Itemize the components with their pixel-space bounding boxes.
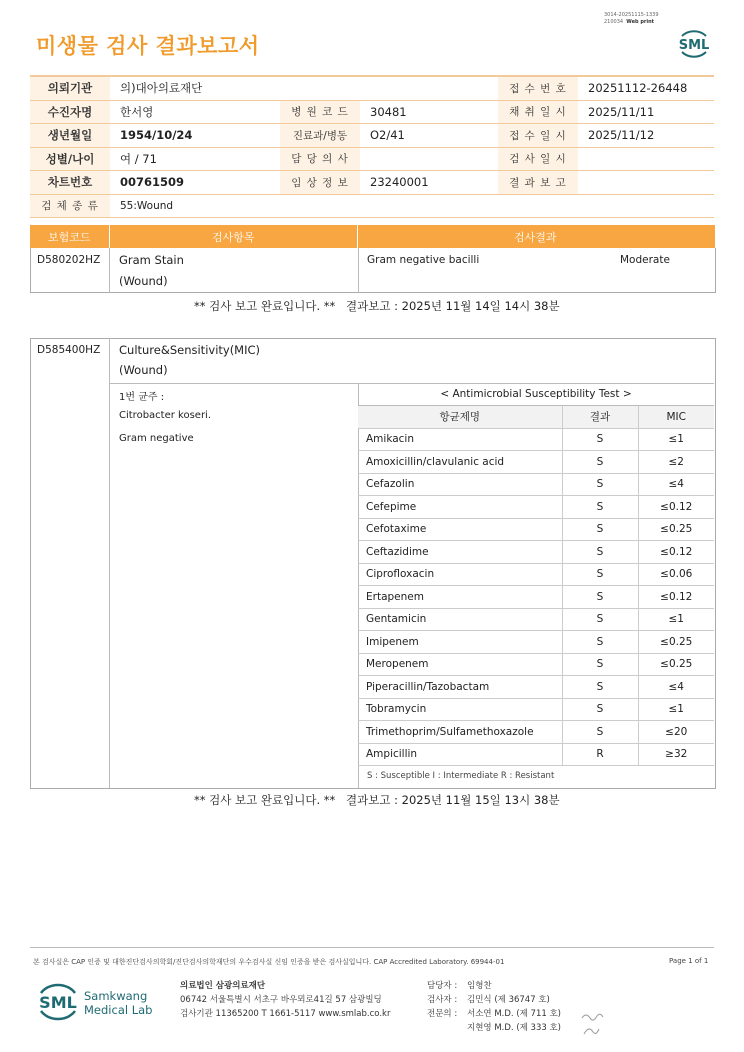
ast-header-row [358,406,714,428]
drug-name: Ciprofloxacin [358,563,562,586]
drug-result: S [562,631,638,654]
info-label: 생년월일 [30,124,110,148]
gram-complete-note: ** 검사 보고 완료입니다. ** [194,299,336,313]
sml-footer-logo-icon [35,980,81,1024]
footer-org [180,979,390,1021]
staff-row [427,979,561,993]
col-drug: 항균제명 [358,406,562,428]
drug-mic: ≤2 [638,451,714,474]
org-address: 06742 서울특별시 서초구 바우뫼로41길 57 삼광빌딩 [180,995,382,1005]
document-id [604,12,659,26]
ast-row [358,653,714,676]
staff-role: 검사자 : [427,995,458,1005]
ast-row [358,631,714,654]
drug-name: Ertapenem [358,586,562,609]
drug-result: S [562,473,638,496]
drug-mic: ≤1 [638,608,714,631]
info-row [30,124,714,148]
ast-row [358,608,714,631]
info-label: 성별/나이 [30,147,110,171]
drug-mic: ≤0.06 [638,563,714,586]
header-item: 검사항목 [212,231,255,244]
drug-name: Amikacin [358,428,562,451]
gram-code: D580202HZ [37,254,101,266]
info-label: 접 수 일 시 [498,124,578,148]
staff-row [427,1021,561,1035]
drug-result: S [562,586,638,609]
staff-role: 담당자 : [427,981,458,991]
ast-row [358,698,714,721]
drug-result: S [562,428,638,451]
drug-result: S [562,496,638,519]
info-label: 채 취 일 시 [498,100,578,124]
ast-table [358,406,714,766]
results-header-bar [30,225,715,248]
info-label: 결 과 보 고 [498,171,578,195]
staff-role: 전문의 : [427,1009,458,1019]
staff-name: 김민식 (제 36747 호) [467,995,550,1005]
drug-mic: ≤0.25 [638,518,714,541]
org-name: 의료법인 삼광의료재단 [180,981,266,991]
ast-legend: S : Susceptible I : Intermediate R : Resistant [367,771,555,781]
drug-name: Cefepime [358,496,562,519]
info-value: 55:Wound [110,194,714,218]
drug-result: S [562,698,638,721]
info-row [30,76,714,100]
document-id-line2: 210034 Web print [604,19,655,25]
gram-grade: Moderate [620,254,670,266]
ast-row [358,676,714,699]
ast-row [358,473,714,496]
info-value [578,171,714,195]
footer-page: Page 1 of 1 [669,957,709,965]
signature-icon [578,1008,610,1040]
drug-mic: ≤0.12 [638,496,714,519]
culture-code: D585400HZ [37,344,101,356]
sml-logo-icon [676,26,712,62]
drug-result: S [562,563,638,586]
drug-mic: ≤0.12 [638,541,714,564]
drug-name: Ampicillin [358,743,562,766]
staff-row [427,1007,561,1021]
info-label: 검 사 일 시 [498,147,578,171]
drug-mic: ≤4 [638,473,714,496]
footer-brand [84,989,152,1017]
ast-row [358,563,714,586]
ast-row [358,451,714,474]
drug-mic: ≥32 [638,743,714,766]
drug-name: Ceftazidime [358,541,562,564]
info-label: 수진자명 [30,100,110,124]
drug-name: Imipenem [358,631,562,654]
drug-result: S [562,541,638,564]
info-value: 00761509 [110,171,280,195]
info-label: 진료과/병동 [280,124,360,148]
info-value: O2/41 [360,124,498,148]
ast-row [358,541,714,564]
ast-row [358,743,714,766]
organism-name: Citrobacter koseri. [119,410,212,421]
gram-result: Gram negative bacilli [367,254,480,266]
svg-text:SML: SML [39,993,77,1012]
drug-name: Amoxicillin/clavulanic acid [358,451,562,474]
drug-result: R [562,743,638,766]
drug-name: Cefotaxime [358,518,562,541]
info-value: 30481 [360,100,498,124]
svg-text:SML: SML [678,38,710,53]
info-row [30,194,714,218]
info-row [30,171,714,195]
ast-row [358,496,714,519]
info-value: 20251112-26448 [578,76,714,100]
gram-specimen: (Wound) [119,274,168,288]
gram-test-name: Gram Stain [119,253,184,267]
gram-report-time: 결과보고 : 2025년 11월 14일 14시 38분 [346,299,560,313]
info-value: 여 / 71 [110,147,280,171]
info-value: 2025/11/12 [578,124,714,148]
drug-mic: ≤20 [638,721,714,744]
drug-name: Trimethoprim/Sulfamethoxazole [358,721,562,744]
info-label: 의뢰기관 [30,76,110,100]
info-value: 1954/10/24 [110,124,280,148]
page-title: 미생물 검사 결과보고서 [36,34,260,58]
drug-mic: ≤1 [638,428,714,451]
drug-name: Cefazolin [358,473,562,496]
footer-certification: 본 검사실은 CAP 인증 및 대한진단검사의학회/진단검사의학재단의 우수검사실 신임 인증을 받은 검사실입니다. CAP Accredited Laboratory. 69944-01 [33,958,505,966]
ast-row [358,518,714,541]
culture-specimen: (Wound) [119,363,168,377]
ast-row [358,721,714,744]
info-value: 한서영 [110,100,280,124]
org-contact: 검사기관 11365200 T 1661-5117 www.smlab.co.kr [180,1009,391,1019]
drug-result: S [562,608,638,631]
info-value [360,147,498,171]
ast-title: < Antimicrobial Susceptibility Test > [440,388,632,400]
drug-result: S [562,721,638,744]
drug-result: S [562,676,638,699]
header-code: 보험코드 [48,231,91,244]
info-label: 접 수 번 호 [498,76,578,100]
culture-report-time: 결과보고 : 2025년 11월 15일 13시 38분 [346,793,560,807]
staff-name: 임형찬 [467,981,492,991]
document-id-line1: 3014-20251115-1339 [604,12,659,18]
info-label: 담 당 의 사 [280,147,360,171]
info-value: 의)대아의료재단 [110,76,498,100]
info-label: 병 원 코 드 [280,100,360,124]
drug-name: Meropenem [358,653,562,676]
col-result: 결과 [562,406,638,428]
drug-name: Tobramycin [358,698,562,721]
header-result: 검사결과 [514,231,557,244]
info-value: 2025/11/11 [578,100,714,124]
staff-name: 지현영 M.D. (제 333 호) [467,1023,562,1033]
drug-name: Piperacillin/Tazobactam [358,676,562,699]
ast-row [358,586,714,609]
drug-result: S [562,451,638,474]
staff-row [427,993,561,1007]
info-value: 23240001 [360,171,498,195]
patient-info-table [30,75,714,218]
col-mic: MIC [638,406,714,428]
culture-complete-note: ** 검사 보고 완료입니다. ** [194,793,336,807]
footer-staff [427,979,561,1035]
drug-mic: ≤0.25 [638,653,714,676]
info-label: 차트번호 [30,171,110,195]
info-row [30,100,714,124]
staff-name: 서소연 M.D. (제 711 호) [467,1009,562,1019]
brand-line2: Medical Lab [84,1003,153,1017]
organism-gram: Gram negative [119,433,194,444]
info-row [30,147,714,171]
isolate-label: 1번 균주 : [119,392,165,403]
info-label: 검 체 종 류 [30,194,110,218]
drug-name: Gentamicin [358,608,562,631]
info-value [578,147,714,171]
drug-mic: ≤0.12 [638,586,714,609]
ast-row [358,428,714,451]
drug-mic: ≤0.25 [638,631,714,654]
culture-test-name: Culture&Sensitivity(MIC) [119,343,261,357]
drug-result: S [562,653,638,676]
info-label: 임 상 정 보 [280,171,360,195]
drug-mic: ≤1 [638,698,714,721]
drug-result: S [562,518,638,541]
drug-mic: ≤4 [638,676,714,699]
brand-line1: Samkwang [84,989,148,1003]
